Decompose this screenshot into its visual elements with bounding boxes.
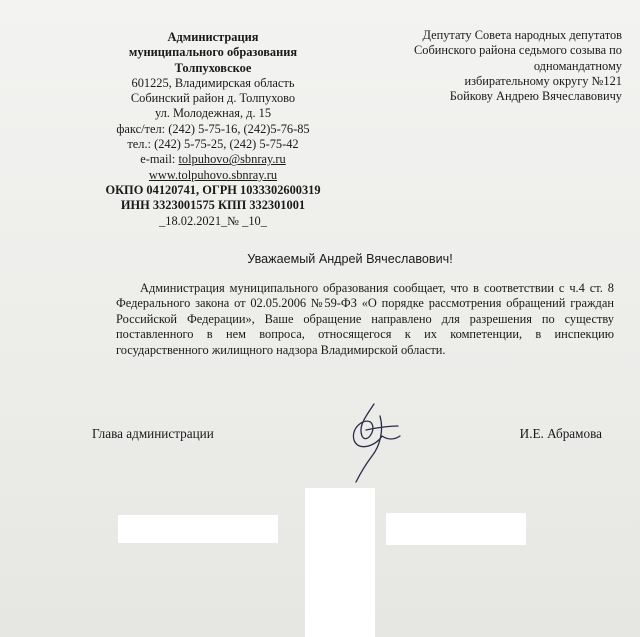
sender-email-line [82,152,344,167]
sender-address2: Собинский район д. Толпухово [130,91,296,106]
signatory-name: И.Е. Абрамова [519,426,602,441]
salutation: Уважаемый Андрей Вячеславович! [247,252,453,266]
recipient-block [360,28,622,104]
sender-email-label: e-mail: [140,152,179,167]
sender-fax: факс/тел: (242) 5-75-16, (242)5-76-85 [116,121,310,136]
sender-address3: ул. Молодежная, д. 15 [154,106,272,121]
handwritten-signature [336,396,406,486]
recipient-line2: Собинского района седьмого созыва по [414,43,622,58]
redaction-left [118,515,278,543]
sender-inn-kpp: ИНН 3323001575 КПП 332301001 [120,198,306,213]
sender-okpo-ogrn: ОКПО 04120741, ОГРН 1033302600319 [105,182,321,197]
sender-email[interactable]: tolpuhovo@sbnray.ru [178,152,286,167]
redaction-right [386,513,526,545]
sender-website[interactable]: www.tolpuhovo.sbnray.ru [148,167,278,182]
sender-address1: 601225, Владимирская область [131,75,295,90]
sender-org-line1: Администрация [167,30,259,44]
sender-date-number: _18.02.2021_№ _10_ [159,213,267,228]
recipient-line4: избирательному округу №121 [464,73,622,88]
sender-org-line3: Толпуховское [174,60,252,75]
signatory-title: Глава администрации [92,426,214,441]
sender-org-line2: муниципального образования [128,45,298,60]
recipient-line3: одномандатному [533,58,622,73]
recipient-line5: Бойкову Андрею Вячеславовичу [449,89,622,104]
sender-block [82,30,344,229]
sender-tel: тел.: (242) 5-75-25, (242) 5-75-42 [127,137,299,152]
recipient-line1: Депутату Совета народных депутатов [422,28,622,42]
redaction-center [305,488,375,637]
letter-body: Администрация муниципального образования сообщает, что в соответствии с ч.4 ст. 8 Федерального закона от 02.05.2006 №59-ФЗ «О порядке рассмотрения обращений граждан Российской Федерации», Ваше обращение направлено для разрешения по существу поставленного в нем вопроса, относящегося к их компетенции, в инспекцию государственного жилищного надзора Владимирской области. [116,281,614,357]
